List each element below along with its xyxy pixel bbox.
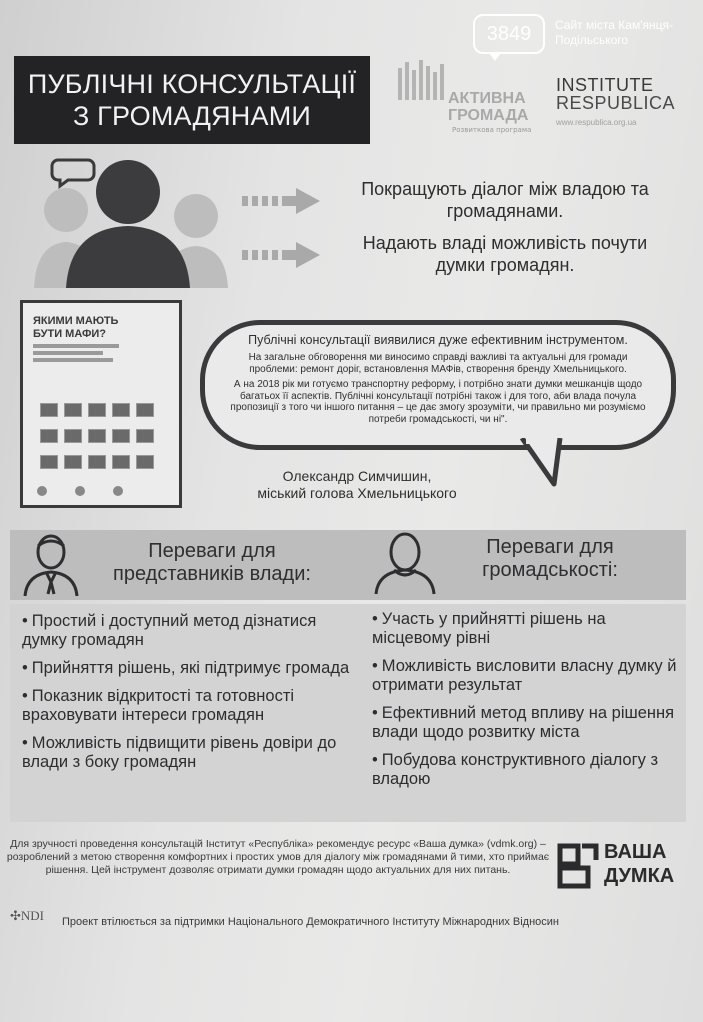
quote-bubble: [200, 320, 676, 450]
arrow-right-icon: [242, 240, 322, 270]
poster-title-line2: БУТИ МАФИ?: [33, 328, 107, 340]
footer-recommendation-text: Для зручності проведення консультацій Інститут «Республіка» рекомендує ресурс «Ваша думка» (vdmk.org) – розроблений з метою створення комфортних і простих умов для діалогу між громадянами й тими, хто приймає рішення. Цей інструмент дозволяє отримати думки громадян щодо актуальних для них питань.: [6, 838, 550, 876]
statement-line: Покращують діалог між владою та: [361, 179, 649, 199]
citizen-person-icon: [372, 530, 438, 596]
title-line1: ПУБЛІЧНІ КОНСУЛЬТАЦІЇ: [27, 69, 357, 99]
quote-lead: Публічні консультації виявилися дуже ефективним інструментом.: [248, 333, 628, 347]
list-item: • Ефективний метод впливу на рішення влади щодо розвитку міста: [372, 704, 682, 742]
poster-kiosk-grid: [37, 399, 167, 477]
list-item: • Показник відкритості та готовності враховувати інтереси громадян: [22, 687, 352, 725]
page-title: [14, 56, 370, 144]
vasha-dumka-logo-icon: [556, 842, 600, 890]
officials-heading-line1: Переваги для: [148, 540, 276, 562]
list-item: • Можливість висловити власну думку й отримати результат: [372, 657, 682, 695]
support-statement: Проект втілюється за підтримки Національного Демократичного Інституту Міжнародних Відносин: [62, 916, 560, 928]
arrow-right-icon: [242, 186, 322, 216]
title-line2: З ГРОМАДЯНАМИ: [72, 101, 312, 131]
institute-line2: RESPUBLICA: [556, 93, 676, 113]
watermark-line1: Сайт міста Кам'янця-: [555, 18, 673, 32]
officials-heading: [82, 540, 342, 586]
statement-line: Надають владі можливість почути: [362, 233, 648, 253]
statement-line: думки громадян.: [435, 255, 575, 275]
community-logo-line1: АКТИВНА: [448, 90, 526, 107]
watermark-text: [555, 18, 703, 48]
ndi-mark-icon: ✣: [10, 908, 21, 923]
list-item: • Побудова конструктивного діалогу з владою: [372, 751, 682, 789]
poster-title-line1: ЯКИМИ МАЮТЬ: [33, 315, 119, 327]
poster-thumbnail: [20, 300, 182, 508]
citizens-benefits-list: [372, 610, 682, 798]
ndi-text: NDI: [20, 908, 45, 923]
official-person-icon: [22, 532, 80, 598]
poster-subtext-placeholder: [33, 344, 123, 362]
statement-hear-citizens: [330, 232, 680, 276]
quote-paragraph-1: На загальне обговорення ми виносимо справді важливі та актуальні для громади проблеми: ремонт доріг, встановлення МАФів, створення бренду Хмельницького.: [248, 352, 628, 375]
vasha-dumka-line1: ВАША: [604, 841, 667, 863]
community-logo-name: [448, 90, 528, 124]
quote-bubble-tail-icon: [520, 438, 580, 488]
people-illustration-icon: [30, 150, 240, 290]
institute-line1: INSTITUTE: [556, 75, 654, 95]
vasha-dumka-wordmark: [604, 840, 674, 888]
ndi-logo: [10, 908, 44, 924]
watermark-line2: Подільського: [555, 33, 629, 47]
author-name: Олександр Симчишин,: [282, 468, 432, 484]
list-item: • Участь у прийнятті рішень на місцевому рівні: [372, 610, 682, 648]
quote-author: [222, 468, 492, 502]
statement-line: громадянами.: [446, 201, 564, 221]
author-role: міський голова Хмельницького: [257, 485, 457, 501]
community-logo-icon: [396, 58, 446, 100]
list-item: • Можливість підвищити рівень довіри до влади з боку громадян: [22, 734, 352, 772]
officials-benefits-list: [22, 612, 352, 781]
quote-paragraph-2: А на 2018 рік ми готуємо транспортну реформу, і потрібно знати думки мешканців щодо багатьох її аспектів. Публічні консультації потрібні також і для того, аби влада почула пропозиції з того чи іншого питання – це дає змогу зрозуміти, чи правильно ми розуміємо потреби громадськості, чи ні".: [230, 379, 646, 425]
list-item: • Прийняття рішень, які підтримує громада: [22, 659, 352, 678]
community-logo-sub: Розвиткова програма: [452, 126, 532, 134]
site-watermark[interactable]: [473, 10, 703, 60]
statement-dialogue: [330, 178, 680, 222]
community-logo-line2: ГРОМАДА: [448, 107, 529, 124]
officials-heading-line2: представників влади:: [113, 563, 311, 585]
institute-url: www.respublica.org.ua: [556, 118, 637, 127]
vasha-dumka-logo: [554, 838, 703, 894]
poster-footer-logos: [37, 481, 167, 491]
citizens-heading-line1: Переваги для: [486, 536, 614, 558]
active-community-logo: [388, 58, 548, 138]
vasha-dumka-line2: ДУМКА: [604, 865, 675, 887]
citizens-heading: [440, 536, 660, 582]
poster-title: [33, 315, 169, 341]
watermark-badge: 3849: [473, 14, 545, 54]
citizens-heading-line2: громадськості:: [482, 559, 618, 581]
list-item: • Простий і доступний метод дізнатися думку громадян: [22, 612, 352, 650]
institute-logo: [556, 76, 675, 132]
